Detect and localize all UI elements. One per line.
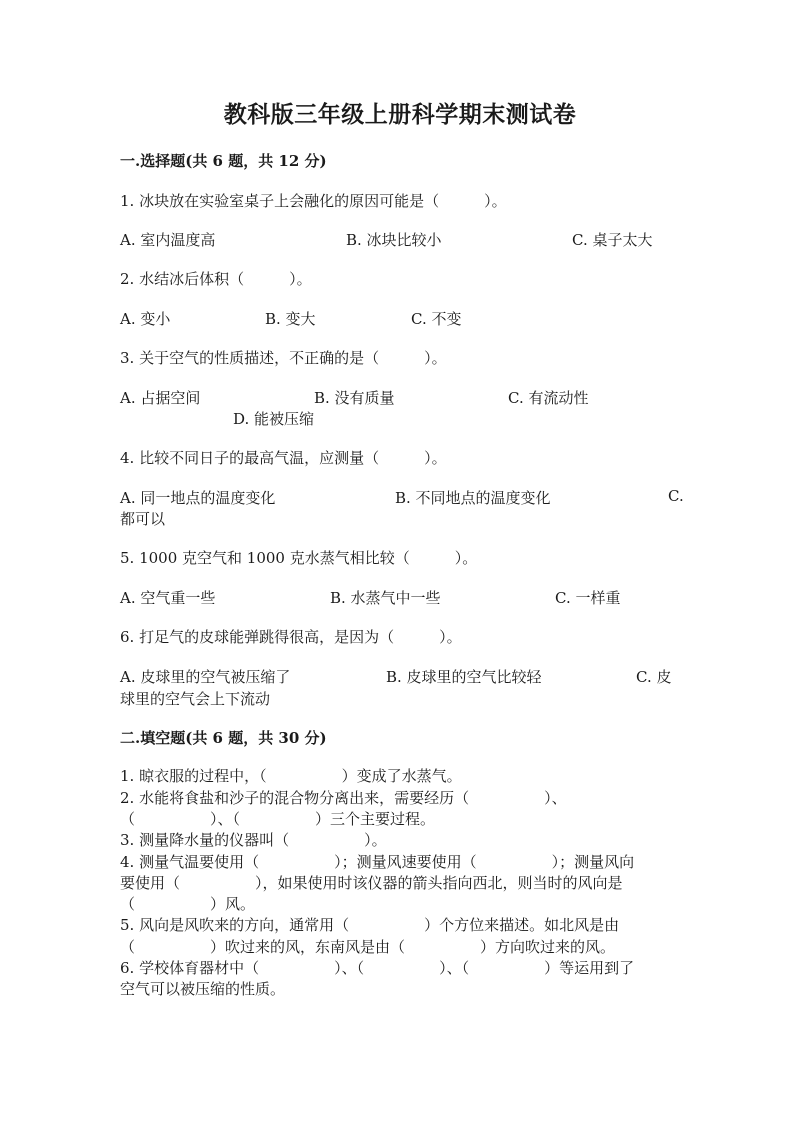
fill-line: 4. 测量气温要使用（ ）；测量风速要使用（ ）；测量风向	[120, 853, 635, 871]
fill-line: 5. 风向是风吹来的方向，通常用（ ）个方位来描述。如北风是由	[120, 916, 620, 934]
question-6: 6. 打足气的皮球能弹跳得很高，是因为（ ）。	[120, 628, 462, 646]
q6-option-c-text: 球里的空气会上下流动	[120, 690, 271, 708]
section-heading-fill: 二.填空题(共 6 题，共 30 分)	[120, 729, 327, 747]
q4-option-b: B. 不同地点的温度变化	[395, 489, 551, 507]
fill-line: 3. 测量降水量的仪器叫（ ）。	[120, 831, 387, 849]
q5-option-c: C. 一样重	[555, 589, 621, 607]
q6-option-a: A. 皮球里的空气被压缩了	[120, 668, 291, 686]
fill-line: 空气可以被压缩的性质。	[120, 980, 286, 998]
q4-option-a: A. 同一地点的温度变化	[120, 489, 276, 507]
fill-line: 6. 学校体育器材中（ ）、（ ）、（ ）等运用到了	[120, 959, 635, 977]
q4-option-c-text: 都可以	[120, 510, 166, 528]
page-title: 教科版三年级上册科学期末测试卷	[223, 101, 577, 128]
q3-option-c: C. 有流动性	[508, 389, 589, 407]
q1-option-b: B. 冰块比较小	[346, 231, 442, 249]
q1-option-c: C. 桌子太大	[572, 231, 653, 249]
fill-line: 2. 水能将食盐和沙子的混合物分离出来，需要经历（ ）、	[120, 789, 567, 807]
q3-option-b: B. 没有质量	[314, 389, 395, 407]
fill-line: （ ）吹过来的风，东南风是由（ ）方向吹过来的风。	[120, 938, 616, 956]
q1-option-a: A. 室内温度高	[120, 231, 216, 249]
question-1: 1. 冰块放在实验室桌子上会融化的原因可能是（ ）。	[120, 192, 507, 210]
q6-option-c-label: C. 皮	[636, 668, 672, 686]
fill-line: （ ）、（ ）三个主要过程。	[120, 810, 436, 828]
fill-line: 1. 晾衣服的过程中，（ ）变成了水蒸气。	[120, 767, 462, 785]
q2-option-a: A. 变小	[120, 310, 171, 328]
question-3: 3. 关于空气的性质描述，不正确的是（ ）。	[120, 349, 447, 367]
q2-option-b: B. 变大	[265, 310, 316, 328]
fill-line: 要使用（ ），如果使用时该仪器的箭头指向西北，则当时的风向是	[120, 874, 623, 892]
fill-line: （ ）风。	[120, 895, 256, 913]
q4-option-c-label: C.	[668, 487, 684, 505]
question-5: 5. 1000 克空气和 1000 克水蒸气相比较（ ）。	[120, 549, 478, 567]
q2-option-c: C. 不变	[411, 310, 462, 328]
section-heading-choice: 一.选择题(共 6 题，共 12 分)	[120, 152, 327, 170]
q3-option-a: A. 占据空间	[120, 389, 201, 407]
q3-option-d: D. 能被压缩	[233, 410, 315, 428]
question-4: 4. 比较不同日子的最高气温，应测量（ ）。	[120, 449, 447, 467]
q5-option-a: A. 空气重一些	[120, 589, 216, 607]
question-2: 2. 水结冰后体积（ ）。	[120, 270, 312, 288]
q5-option-b: B. 水蒸气中一些	[330, 589, 441, 607]
q6-option-b: B. 皮球里的空气比较轻	[386, 668, 542, 686]
